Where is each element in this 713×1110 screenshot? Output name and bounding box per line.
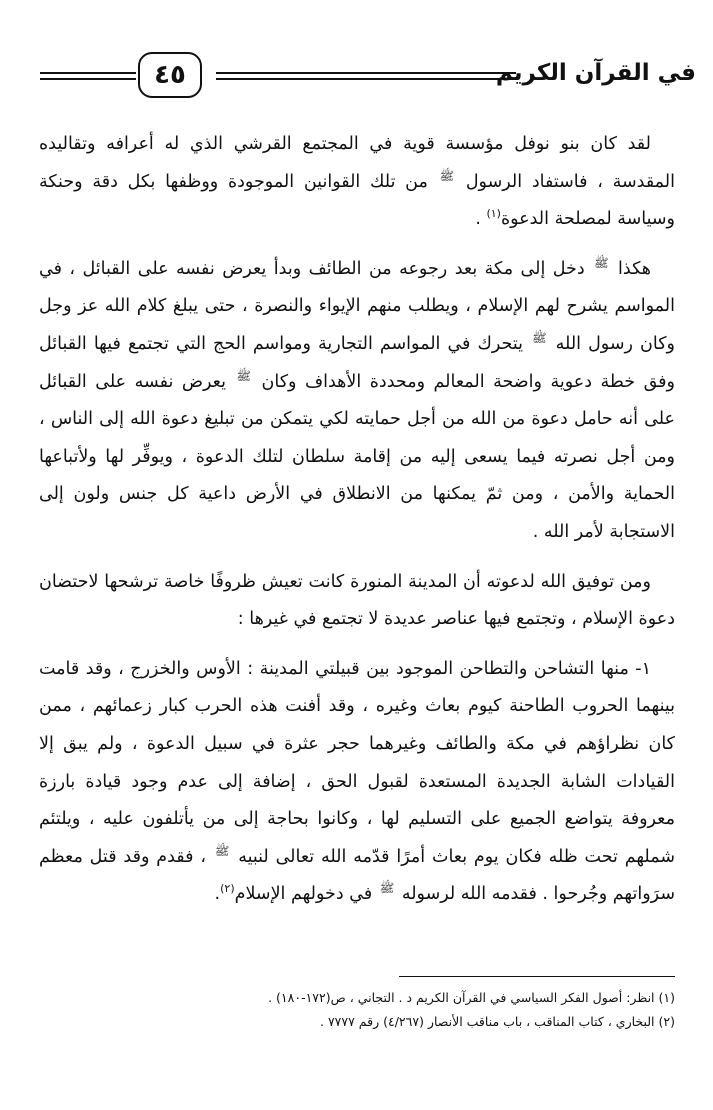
- salutation-glyph: ﷺ: [379, 881, 395, 896]
- main-text: [39, 126, 675, 926]
- salutation-glyph: ﷺ: [594, 255, 609, 270]
- paragraph-4-list-item-1: ١- منها التشاحن والتطاحن الموجود بين قبيلتي المدينة : الأوس والخزرج ، وقد قامت بينهما الحروب الطاحنة كيوم بعاث وغيره ، وقد أفنت هذه الحرب كبار زعمائهم ، ممن كان نظراؤهم في مكة والطائف وغيرهما حجر عثرة في سبيل الدعوة ، ولم يبق إلا القيادات الشابة الجديدة المستعدة لقبول الحق ، إضافة إلى عدم وجود قيادة بارزة معروفة يتواضع الجميع على التسليم لها ، وكانوا بحاجة إلى من يأتلفون عليه ، ويلتئم شملهم تحت ظله فكان يوم بعاث أمرًا قدّمه الله تعالى لنبيه $^ﷺ$ ، فقدم وقد قتل معظم سرَواتهم وجُرحوا . فقدمه الله لرسوله $^ﷺ$ في دخولهم الإسلام$^{(٢)}$.: [39, 658, 676, 905]
- footnote-1: (١) انظر: أصول الفكر السياسي في القرآن الكريم د . التجاني ، ص(١٧٢-١٨٠) .: [268, 990, 675, 1005]
- salutation-glyph: ﷺ: [236, 368, 251, 383]
- footnote-separator: [399, 976, 675, 977]
- salutation-glyph: ﷺ: [214, 843, 230, 858]
- footnotes: [39, 986, 675, 1034]
- footnote-ref-1[interactable]: (١): [486, 207, 501, 221]
- paragraph-3: ومن توفيق الله لدعوته أن المدينة المنورة كانت تعيش ظروفًا خاصة ترشحها لاحتضان دعوة الإسلام ، وتجتمع فيها عناصر عديدة لا تجتمع في غيرها :: [39, 571, 675, 630]
- paragraph-2: هكذا $^ﷺ$ دخل إلى مكة بعد رجوعه من الطائف وبدأ يعرض نفسه على القبائل ، في المواسم يشرح لهم الإسلام ، ويطلب منهم الإيواء والنصرة ، حتى يبلغ كلام الله عز وجل وكان رسول الله $^ﷺ$ يتحرك في المواسم التجارية ومواسم الحج التي تجتمع فيها القبائل وفق خطة دعوية واضحة المعالم ومحددة الأهداف وكان $^ﷺ$ يعرض نفسه على القبائل على أنه حامل دعوة من الله من أجل حمايته لكي يتمكن من تبليغ دعوة الله إلى الناس ، ومن أجل نصرته فيما يسعى إليه من إقامة سلطان لتلك الدعوة ، ويوفِّر لها ولأتباعها الحماية والأمن ، ومن ثمّ يمكنها من الانطلاق في الأرض داعية كل جنس ولون إلى الاستجابة لأمر الله .: [39, 255, 675, 542]
- running-title: في القرآن الكريم: [495, 60, 696, 86]
- salutation-glyph: ﷺ: [532, 331, 547, 346]
- header-double-rule-right: [216, 72, 516, 80]
- salutation-glyph: ﷺ: [439, 168, 455, 183]
- footnote-ref-2[interactable]: (٢): [220, 882, 235, 896]
- header-double-rule-left: [40, 72, 136, 80]
- paragraph-1: لقد كان بنو نوفل مؤسسة قوية في المجتمع القرشي الذي له أعرافه وتقاليده المقدسة ، فاستفاد الرسول $^ﷺ$ من تلك القوانين الموجودة ووظفها بكل دقة وحنكة وسياسة لمصلحة الدعوة$^{(١)}$ .: [39, 134, 675, 230]
- page-header: [40, 48, 696, 106]
- page-number: ٤٥: [138, 52, 202, 98]
- footnote-2: (٢) البخاري ، كتاب المناقب ، باب مناقب الأنصار (٤/٢٦٧) رقم ٧٧٧٧ .: [320, 1014, 675, 1029]
